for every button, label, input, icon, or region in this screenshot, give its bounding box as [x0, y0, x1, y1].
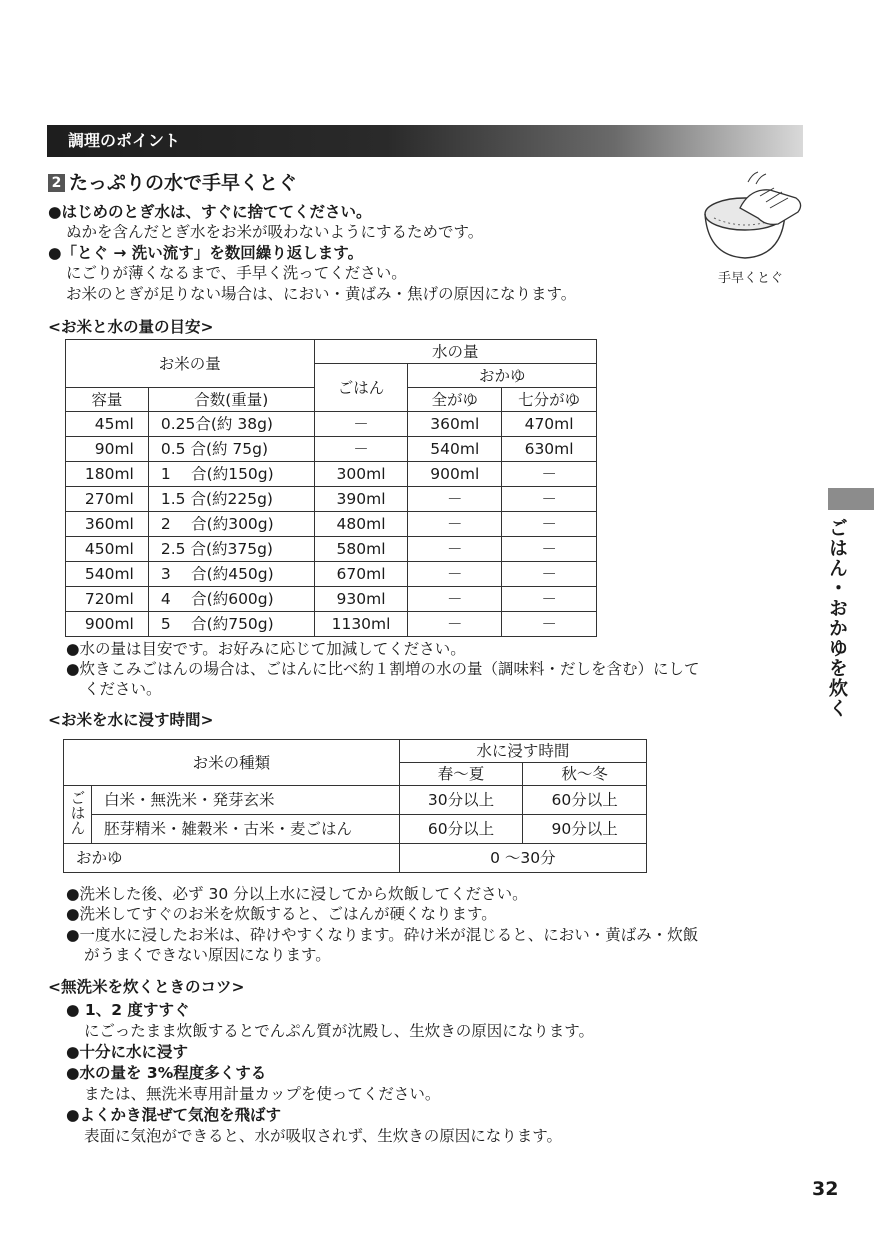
cell-volume: 90ml	[66, 437, 149, 462]
cell-shichibugayu: －	[502, 487, 597, 512]
water-note-2a: ●炊きこみごはんの場合は、ごはんに比べ約１割増の水の量（調味料・だしを含む）にして	[66, 660, 700, 678]
cell-volume: 270ml	[66, 487, 149, 512]
cell-gohan: 930ml	[314, 587, 408, 612]
soak-note-1: ●洗米した後、必ず 30 分以上水に浸してから炊飯してください。	[66, 885, 528, 903]
cell-shichibugayu: －	[502, 587, 597, 612]
header-soak-time: 水に浸す時間	[399, 740, 646, 763]
musenmai-bullet-2: ●十分に水に浸す	[66, 1043, 189, 1061]
header-gohan: ごはん	[314, 364, 408, 412]
cell-volume: 45ml	[66, 412, 149, 437]
cell-gohan: －	[314, 412, 408, 437]
cell-rice-kind: 胚芽精米・雑穀米・古米・麦ごはん	[91, 815, 399, 844]
cell-volume: 180ml	[66, 462, 149, 487]
illustration-caption: 手早くとぐ	[718, 271, 784, 286]
water-note-1: ●水の量は目安です。お好みに応じて加減してください。	[66, 640, 466, 658]
header-spring-summer: 春～夏	[399, 763, 523, 786]
soak-table-heading: <お米を水に浸す時間>	[48, 711, 214, 729]
cell-go: 2.5 合(約375g)	[148, 537, 314, 562]
cell-gohan: 580ml	[314, 537, 408, 562]
cell-volume: 360ml	[66, 512, 149, 537]
musenmai-text-3: または、無洗米専用計量カップを使ってください。	[84, 1085, 441, 1103]
cell-zengayu: －	[408, 587, 502, 612]
header-rice-amount: お米の量	[66, 340, 315, 388]
table-row	[66, 412, 597, 437]
cell-volume: 540ml	[66, 562, 149, 587]
cell-zengayu: －	[408, 487, 502, 512]
cell-soak-time: 0 ～30分	[399, 844, 646, 873]
cell-shichibugayu: －	[502, 462, 597, 487]
cell-gohan: 1130ml	[314, 612, 408, 637]
water-amount-table	[65, 339, 597, 637]
table-row	[64, 786, 647, 815]
gohan-group-text: ごはん	[68, 790, 87, 835]
washing-rice-illustration	[700, 168, 810, 264]
section-title	[48, 170, 297, 196]
cell-shichibugayu: 630ml	[502, 437, 597, 462]
header-water-amount: 水の量	[314, 340, 596, 364]
cell-autumn-winter: 60分以上	[523, 786, 647, 815]
cell-gohan: 670ml	[314, 562, 408, 587]
header-shichibugayu: 七分がゆ	[502, 388, 597, 412]
side-tab-marker	[828, 488, 874, 510]
musenmai-bullet-4: ●よくかき混ぜて気泡を飛ばす	[66, 1106, 282, 1124]
cell-zengayu: －	[408, 612, 502, 637]
cell-zengayu: 540ml	[408, 437, 502, 462]
cell-go: 0.25合(約 38g)	[148, 412, 314, 437]
table-row	[64, 844, 647, 873]
header-volume: 容量	[66, 388, 149, 412]
cell-shichibugayu: －	[502, 512, 597, 537]
intro-bullet-2: ●「とぐ → 洗い流す」を数回繰り返します。	[48, 244, 364, 262]
header-go: 合数(重量)	[148, 388, 314, 412]
header-zengayu: 全がゆ	[408, 388, 502, 412]
cell-zengayu: 360ml	[408, 412, 502, 437]
soak-note-3b: がうまくできない原因になります。	[84, 946, 331, 964]
table-row	[66, 437, 597, 462]
musenmai-heading: <無洗米を炊くときのコツ>	[48, 978, 245, 996]
cell-shichibugayu: 470ml	[502, 412, 597, 437]
cell-gohan: －	[314, 437, 408, 462]
table-row	[66, 587, 597, 612]
cell-go: 3 合(約450g)	[148, 562, 314, 587]
table-row	[66, 562, 597, 587]
cell-zengayu: －	[408, 512, 502, 537]
cell-rice-kind: おかゆ	[64, 844, 400, 873]
cell-gohan: 390ml	[314, 487, 408, 512]
section-number-badge: 2	[48, 174, 65, 192]
intro-text-2b: お米のとぎが足りない場合は、におい・黄ばみ・焦げの原因になります。	[66, 285, 577, 303]
table-row	[64, 815, 647, 844]
soak-note-2: ●洗米してすぐのお米を炊飯すると、ごはんが硬くなります。	[66, 905, 497, 923]
cell-go: 1 合(約150g)	[148, 462, 314, 487]
cell-go: 5 合(約750g)	[148, 612, 314, 637]
cell-go: 2 合(約300g)	[148, 512, 314, 537]
table-row	[66, 537, 597, 562]
intro-bullet-1: ●はじめのとぎ水は、すぐに捨ててください。	[48, 203, 372, 221]
cell-shichibugayu: －	[502, 612, 597, 637]
water-table-heading: <お米と水の量の目安>	[48, 318, 214, 336]
section-header-title: 調理のポイント	[68, 131, 181, 150]
gohan-group-label	[64, 786, 92, 844]
cell-volume: 720ml	[66, 587, 149, 612]
intro-text-2a: にごりが薄くなるまで、手早く洗ってください。	[66, 264, 407, 282]
header-autumn-winter: 秋～冬	[523, 763, 647, 786]
cell-shichibugayu: －	[502, 537, 597, 562]
cell-gohan: 480ml	[314, 512, 408, 537]
cell-go: 0.5 合(約 75g)	[148, 437, 314, 462]
cell-gohan: 300ml	[314, 462, 408, 487]
table-row	[66, 487, 597, 512]
cell-go: 4 合(約600g)	[148, 587, 314, 612]
cell-rice-kind: 白米・無洗米・発芽玄米	[91, 786, 399, 815]
cell-zengayu: －	[408, 537, 502, 562]
cell-zengayu: 900ml	[408, 462, 502, 487]
cell-volume: 900ml	[66, 612, 149, 637]
cell-shichibugayu: －	[502, 562, 597, 587]
table-row	[66, 612, 597, 637]
cell-autumn-winter: 90分以上	[523, 815, 647, 844]
cell-spring-summer: 30分以上	[399, 786, 523, 815]
page-number: 32	[812, 1178, 839, 1200]
cell-zengayu: －	[408, 562, 502, 587]
table-row	[66, 462, 597, 487]
table-row	[66, 512, 597, 537]
soak-time-table	[63, 739, 647, 873]
cell-go: 1.5 合(約225g)	[148, 487, 314, 512]
cell-spring-summer: 60分以上	[399, 815, 523, 844]
intro-text-1: ぬかを含んだとぎ水をお米が吸わないようにするためです。	[66, 223, 484, 241]
header-okayu: おかゆ	[408, 364, 597, 388]
musenmai-text-1: にごったまま炊飯するとでんぷん質が沈殿し、生炊きの原因になります。	[84, 1022, 594, 1040]
water-note-2b: ください。	[84, 680, 162, 698]
side-tab-label: ごはん・おかゆを炊く	[826, 518, 848, 718]
musenmai-text-4: 表面に気泡ができると、水が吸収されず、生炊きの原因になります。	[84, 1127, 563, 1145]
cell-volume: 450ml	[66, 537, 149, 562]
musenmai-bullet-1: ● 1、2 度すすぐ	[66, 1001, 190, 1019]
section-title-text: たっぷりの水で手早くとぐ	[69, 172, 298, 194]
musenmai-bullet-3: ●水の量を 3%程度多くする	[66, 1064, 267, 1082]
header-rice-kind: お米の種類	[64, 740, 400, 786]
soak-note-3a: ●一度水に浸したお米は、砕けやすくなります。砕け米が混じると、におい・黄ばみ・炊飯	[66, 926, 699, 944]
